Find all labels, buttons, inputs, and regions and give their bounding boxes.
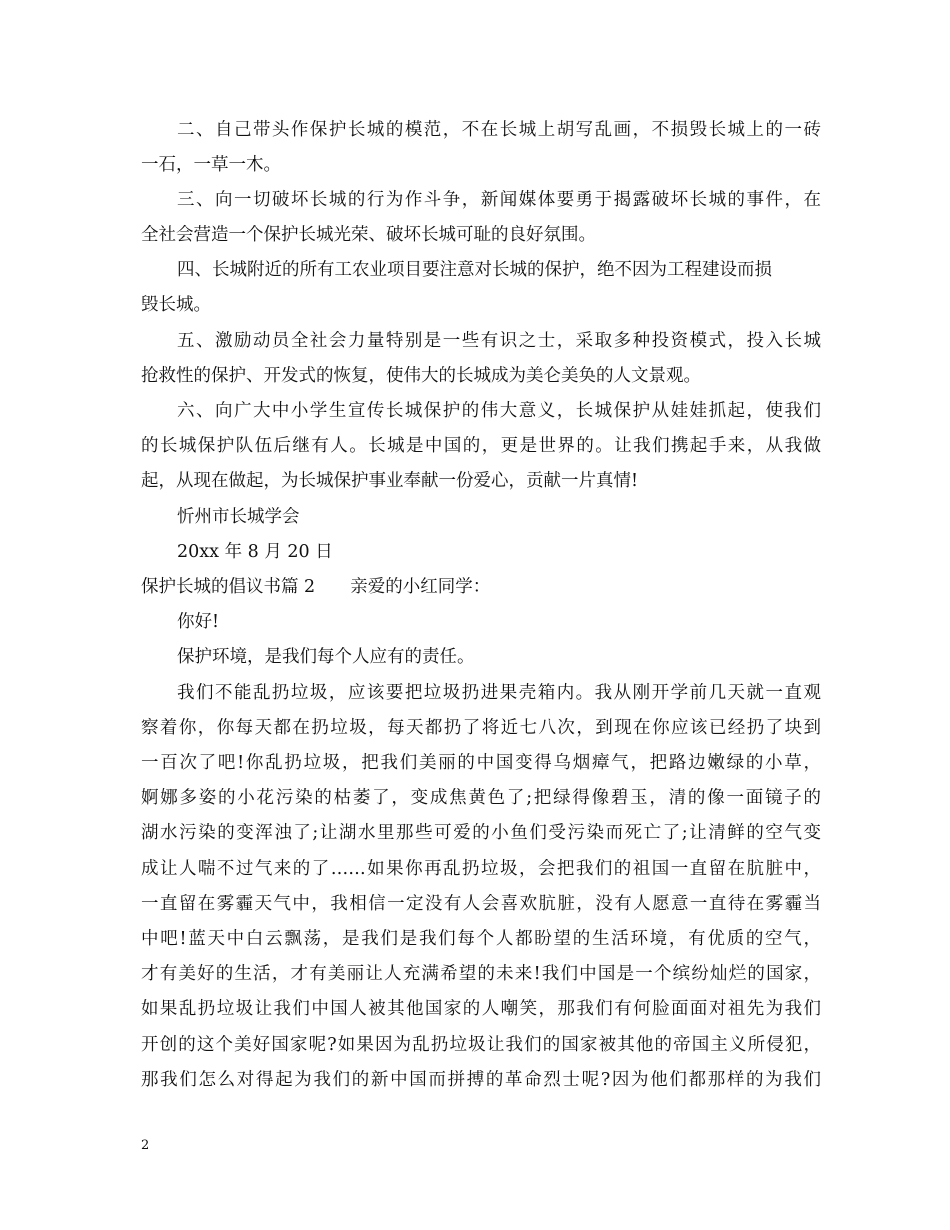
signature-organization: 忻州市长城学会 [177, 507, 300, 527]
paragraph-line: 如果乱扔垃圾让我们中国人被其他国家的人嘲笑，那我们有何脸面面对祖先为我们 [141, 999, 821, 1019]
paragraph-line: 一直留在雾霾天气中，我相信一定没有人会喜欢肮脏，没有人愿意一直待在雾霾当 [141, 894, 821, 914]
paragraph-line: 五、激励动员全社会力量特别是一些有识之士，采取多种投资模式，投入长城 [177, 331, 821, 351]
section-heading: 保护长城的倡议书篇 2 亲爱的小红同学： [141, 577, 491, 597]
paragraph-line: 的长城保护队伍后继有人。长城是中国的，更是世界的。让我们携起手来，从我做 [141, 436, 821, 456]
greeting: 你好! [177, 612, 220, 632]
paragraph-line: 二、自己带头作保护长城的模范，不在长城上胡写乱画，不损毁长城上的一砖 [177, 120, 821, 140]
paragraph-line: 全社会营造一个保护长城光荣、破坏长城可耻的良好氛围。 [141, 225, 596, 245]
paragraph-line: 才有美好的生活，才有美丽让人充满希望的未来!我们中国是一个缤纷灿烂的国家， [141, 964, 821, 984]
paragraph-line: 我们不能乱扔垃圾，应该要把垃圾扔进果壳箱内。我从刚开学前几天就一直观 [177, 683, 821, 703]
paragraph-line: 成让人喘不过气来的了……如果你再乱扔垃圾，会把我们的祖国一直留在肮脏中， [141, 859, 821, 879]
paragraph-line: 四、长城附近的所有工农业项目要注意对长城的保护，绝不因为工程建设而损 [177, 260, 772, 280]
paragraph-line: 开创的这个美好国家呢?如果因为乱扔垃圾让我们的国家被其他的帝国主义所侵犯， [141, 1035, 821, 1055]
paragraph-line: 三、向一切破坏长城的行为作斗争，新闻媒体要勇于揭露破坏长城的事件，在 [177, 190, 821, 210]
signature-date: 20xx 年 8 月 20 日 [177, 542, 333, 562]
paragraph-line: 毁长城。 [141, 295, 211, 315]
paragraph-line: 抢救性的保护、开发式的恢复，使伟大的长城成为美仑美奂的人文景观。 [141, 366, 701, 386]
paragraph-line: 湖水污染的变浑浊了;让湖水里那些可爱的小鱼们受污染而死亡了;让清鲜的空气变 [141, 823, 821, 843]
paragraph-line: 六、向广大中小学生宣传长城保护的伟大意义，长城保护从娃娃抓起，使我们 [177, 401, 821, 421]
paragraph-line: 察着你，你每天都在扔垃圾，每天都扔了将近七八次，到现在你应该已经扔了块到 [141, 718, 821, 738]
paragraph-line: 保护环境，是我们每个人应有的责任。 [177, 647, 475, 667]
page-number: 2 [141, 1138, 150, 1153]
paragraph-line: 一百次了吧!你乱扔垃圾，把我们美丽的中国变得乌烟瘴气，把路边嫩绿的小草， [141, 753, 821, 773]
paragraph-line: 中吧!蓝天中白云飘荡，是我们是我们每个人都盼望的生活环境，有优质的空气， [141, 929, 821, 949]
paragraph-line: 婀娜多姿的小花污染的枯萎了，变成焦黄色了;把绿得像碧玉，清的像一面镜子的 [141, 788, 821, 808]
paragraph-line: 起，从现在做起，为长城保护事业奉献一份爱心，贡献一片真情! [141, 471, 639, 491]
paragraph-line: 那我们怎么对得起为我们的新中国而拼搏的革命烈士呢?因为他们都那样的为我们 [141, 1070, 821, 1090]
paragraph-line: 一石，一草一木。 [141, 155, 281, 175]
